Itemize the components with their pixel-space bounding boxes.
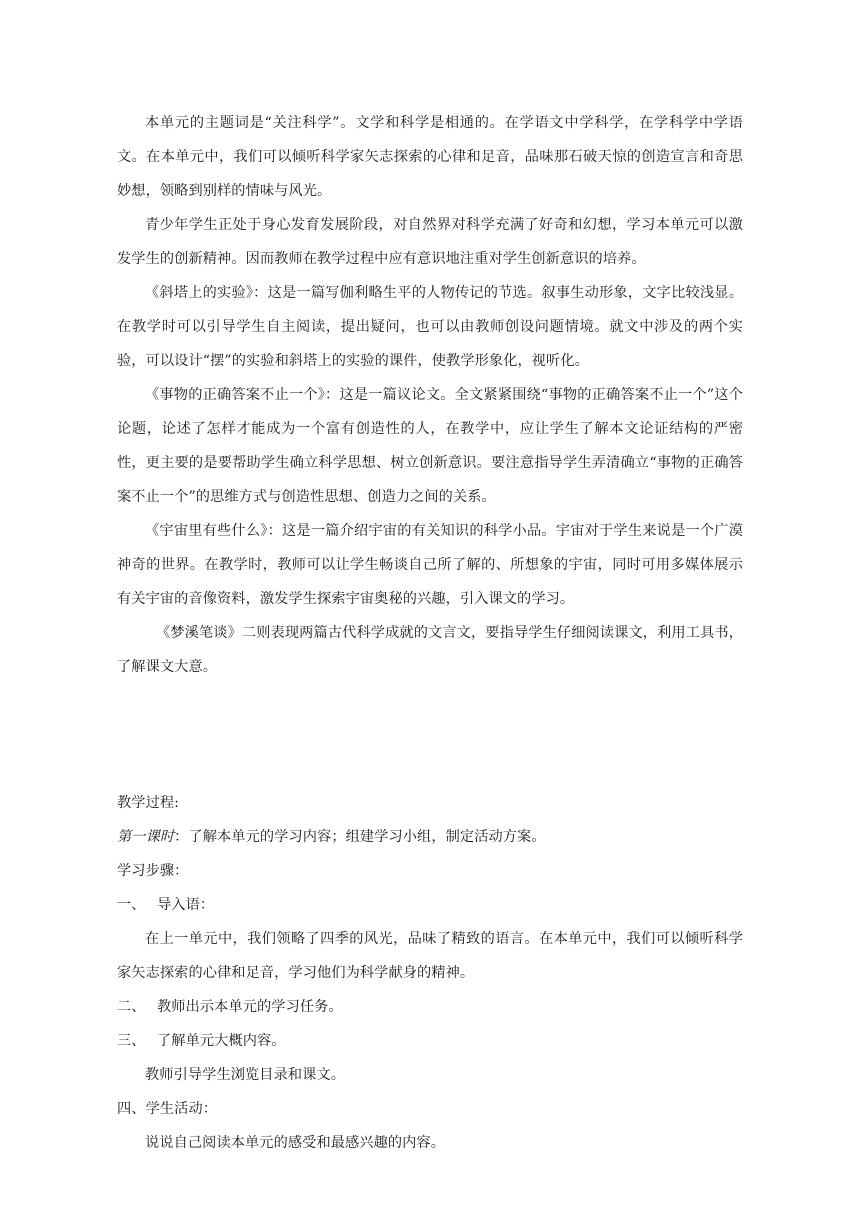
step-2 — [117, 990, 743, 1024]
section-gap — [117, 684, 743, 786]
step-3-number: 三、 — [117, 1033, 146, 1049]
document-page — [117, 106, 743, 1160]
step-1-number: 一、 — [117, 897, 146, 913]
intro-paragraph-1: 本单元的主题词是“关注科学”。文学和科学是相通的。在学语文中学科学，在学科学中学语文。在本单元中，我们可以倾听科学家矢志探索的心律和足音，品味那石破天惊的创造宣言和奇思妙想，领略到别样的情味与风光。 — [117, 115, 743, 199]
steps-heading: 学习步骤： — [117, 863, 189, 879]
step-1 — [117, 888, 743, 922]
intro-paragraph-2: 青少年学生正处于身心发育发展阶段，对自然界对科学充满了好奇和幻想，学习本单元可以激发学生的创新精神。因而教师在教学过程中应有意识地注重对学生创新意识的培养。 — [117, 217, 743, 267]
step-3-body: 教师引导学生浏览目录和课文。 — [145, 1067, 346, 1083]
intro-paragraph-6: 《梦溪笔谈》二则表现两篇古代科学成就的文言文，要指导学生仔细阅读课文，利用工具书，了解课文大意。 — [117, 625, 743, 675]
step-2-label: 教师出示本单元的学习任务。 — [157, 999, 343, 1015]
lesson-text: ：了解本单元的学习内容；组建学习小组，制定活动方案。 — [174, 829, 546, 845]
lesson-label: 第一课时 — [117, 829, 175, 845]
step-3-label: 了解单元大概内容。 — [157, 1033, 286, 1049]
intro-paragraph-5: 《宇宙里有些什么》：这是一篇介绍宇宙的有关知识的科学小品。宇宙对于学生来说是一个广漠神奇的世界。在教学时，教师可以让学生畅谈自己所了解的、所想象的宇宙，同时可用多媒体展示有关宇宙的音像资料，激发学生探索宇宙奥秘的兴趣，引入课文的学习。 — [117, 523, 743, 607]
step-1-label: 导入语： — [157, 897, 215, 913]
intro-paragraph-3: 《斜塔上的实验》：这是一篇写伽利略生平的人物传记的节选。叙事生动形象，文字比较浅显。在教学时可以引导学生自主阅读，提出疑问，也可以由教师创设问题情境。就文中涉及的两个实验，可以设计“摆”的实验和斜塔上的实验的课件，使教学形象化，视听化。 — [117, 285, 743, 369]
step-4-label: 四、学生活动： — [117, 1101, 218, 1117]
step-2-number: 二、 — [117, 999, 146, 1015]
process-heading: 教学过程: — [117, 795, 180, 811]
step-1-body: 在上一单元中，我们领略了四季的风光，品味了精致的语言。在本单元中，我们可以倾听科学家矢志探索的心律和足音，学习他们为科学献身的精神。 — [117, 931, 743, 981]
lesson-line — [117, 820, 743, 854]
intro-paragraph-4: 《事物的正确答案不止一个》：这是一篇议论文。全文紧紧围绕“事物的正确答案不止一个”这个论题，论述了怎样才能成为一个富有创造性的人，在教学中，应让学生了解本文论证结构的严密性，更主要的是要帮助学生确立科学思想、树立创新意识。要注意指导学生弄清确立“事物的正确答案不止一个”的思维方式与创造性思想、创造力之间的关系。 — [117, 387, 743, 505]
step-4-body: 说说自己阅读本单元的感受和最感兴趣的内容。 — [145, 1135, 446, 1151]
step-3 — [117, 1024, 743, 1058]
